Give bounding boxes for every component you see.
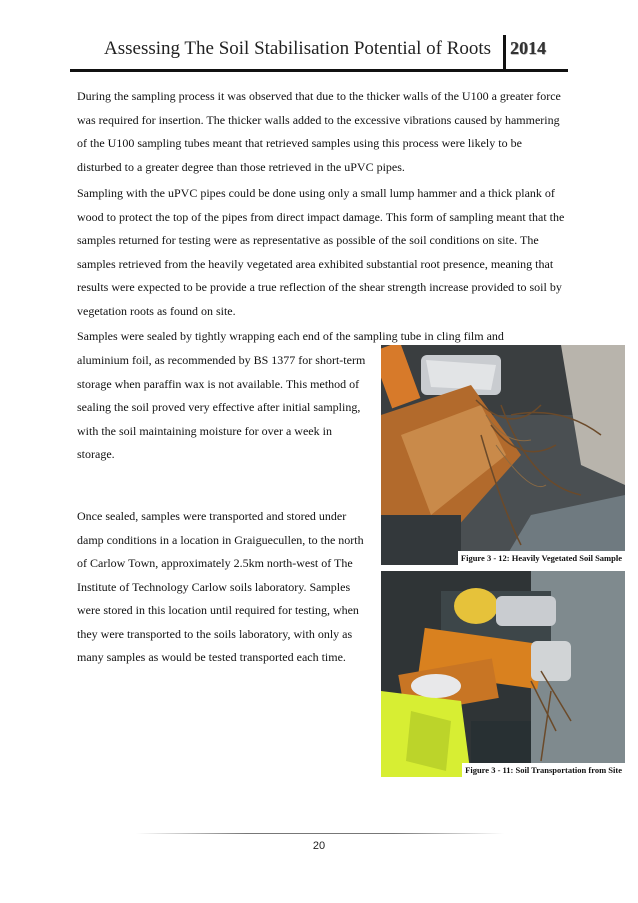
paragraph-upvc-sampling: Sampling with the uPVC pipes could be done using only a small lump hammer and a thick plank of wood to protect the top of the pipes from direct impact damage. This form of sampling meant that the samples returned for testing were as representative as possible of the soil conditions on site. The samples retrieved from the heavily vegetated area exhibited substantial root presence, meaning that results were expected to be provide a true reflection of the shear strength increase provided to soil by vegetation roots as found on site. xyxy=(77,186,565,318)
vegetated-soil-sample-photo xyxy=(381,345,625,565)
figure-caption-vegetated: Figure 3 - 12: Heavily Vegetated Soil Sample xyxy=(458,551,625,565)
header-divider xyxy=(503,35,506,69)
header-rule xyxy=(70,69,568,72)
header-title: Assessing The Soil Stabilisation Potential of Roots xyxy=(104,38,492,59)
figure-vegetated-soil-sample xyxy=(381,345,625,565)
header-year: 2014 xyxy=(510,38,546,58)
footer-rule xyxy=(136,833,504,834)
paragraph-sealing: aluminium foil, as recommended by BS 1377 for short-term storage when paraffin wax is not available. This method of sealing the soil proved very effective after initial sampling, with the soil maintaining moisture for over a week in storage. xyxy=(77,353,366,461)
page-number: 20 xyxy=(312,840,326,852)
paragraph-sealing-intro: Samples were sealed by tightly wrapping each end of the sampling tube in cling film and xyxy=(77,329,504,343)
figure-caption-transport: Figure 3 - 11: Soil Transportation from Site xyxy=(462,763,625,777)
paragraph-u100-observation: During the sampling process it was observed that due to the thicker walls of the U100 a greater force was required for insertion. The thicker walls added to the excessive vibrations caused by hammering of the U100 sampling tubes meant that retrieved samples using this process were likely to be disturbed to a greater degree than those retrieved in the uPVC pipes. xyxy=(77,89,561,174)
soil-transportation-photo xyxy=(381,571,625,777)
figure-soil-transportation xyxy=(381,571,625,777)
paragraph-transport-storage: Once sealed, samples were transported and stored under damp conditions in a location in Graiguecullen, to the north of Carlow Town, approximately 2.5km north-west of The Institute of Technology Carlow soils laboratory. Samples were stored in this location until required for testing, when they were transported to the soils laboratory, with only as many samples as would be tested transported each time. xyxy=(77,509,364,664)
